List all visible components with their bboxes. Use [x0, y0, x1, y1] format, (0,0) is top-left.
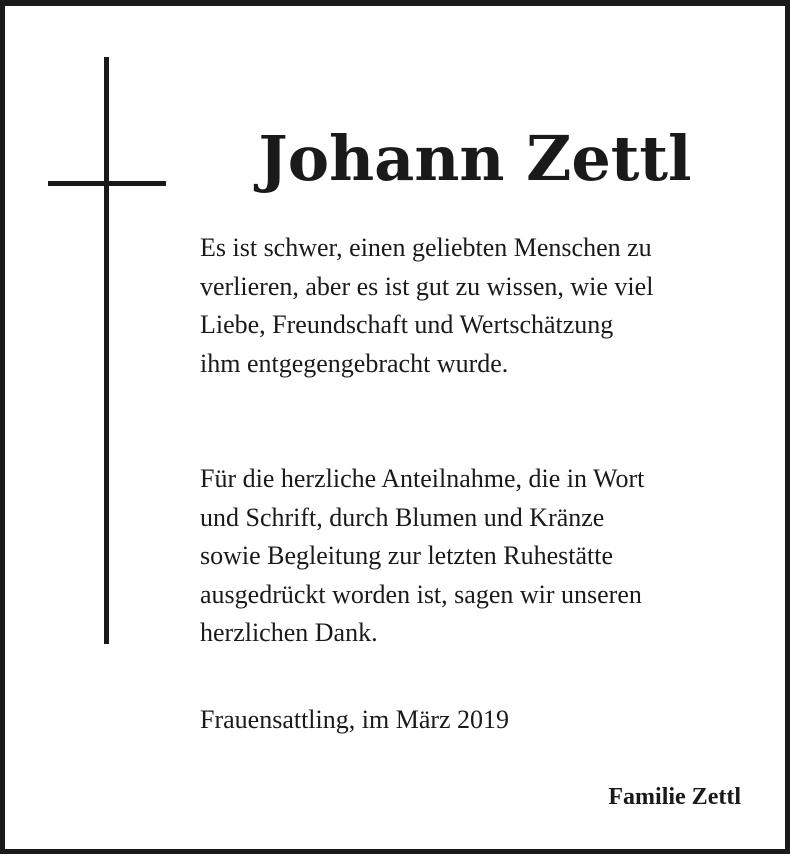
thanks-paragraph: [200, 460, 760, 653]
text-line: und Schrift, durch Blumen und Kränze: [200, 502, 605, 532]
deceased-name-title: Johann Zettl: [258, 122, 692, 195]
text-line: verlieren, aber es ist gut zu wissen, wie viel: [200, 271, 654, 301]
cross-vertical-bar: [104, 57, 109, 644]
signature: Familie Zettl: [608, 784, 741, 810]
text-line: ihm entgegengebracht wurde.: [200, 348, 509, 378]
text-line: Für die herzliche Anteilnahme, die in Wort: [200, 464, 645, 493]
text-line: sowie Begleitung zur letzten Ruhestätte: [200, 541, 613, 570]
condolence-paragraph: [200, 229, 760, 383]
place-date: [200, 701, 760, 740]
text-line: Es ist schwer, einen geliebten Menschen zu: [200, 233, 652, 262]
text-line: Liebe, Freundschaft und Wertschätzung: [200, 310, 614, 339]
cross-horizontal-bar: [48, 181, 166, 186]
place-date-text: Frauensattling, im März 2019: [200, 705, 510, 734]
text-line: ausgedrückt worden ist, sagen wir unseren: [200, 579, 642, 609]
text-line: herzlichen Dank.: [200, 618, 378, 647]
